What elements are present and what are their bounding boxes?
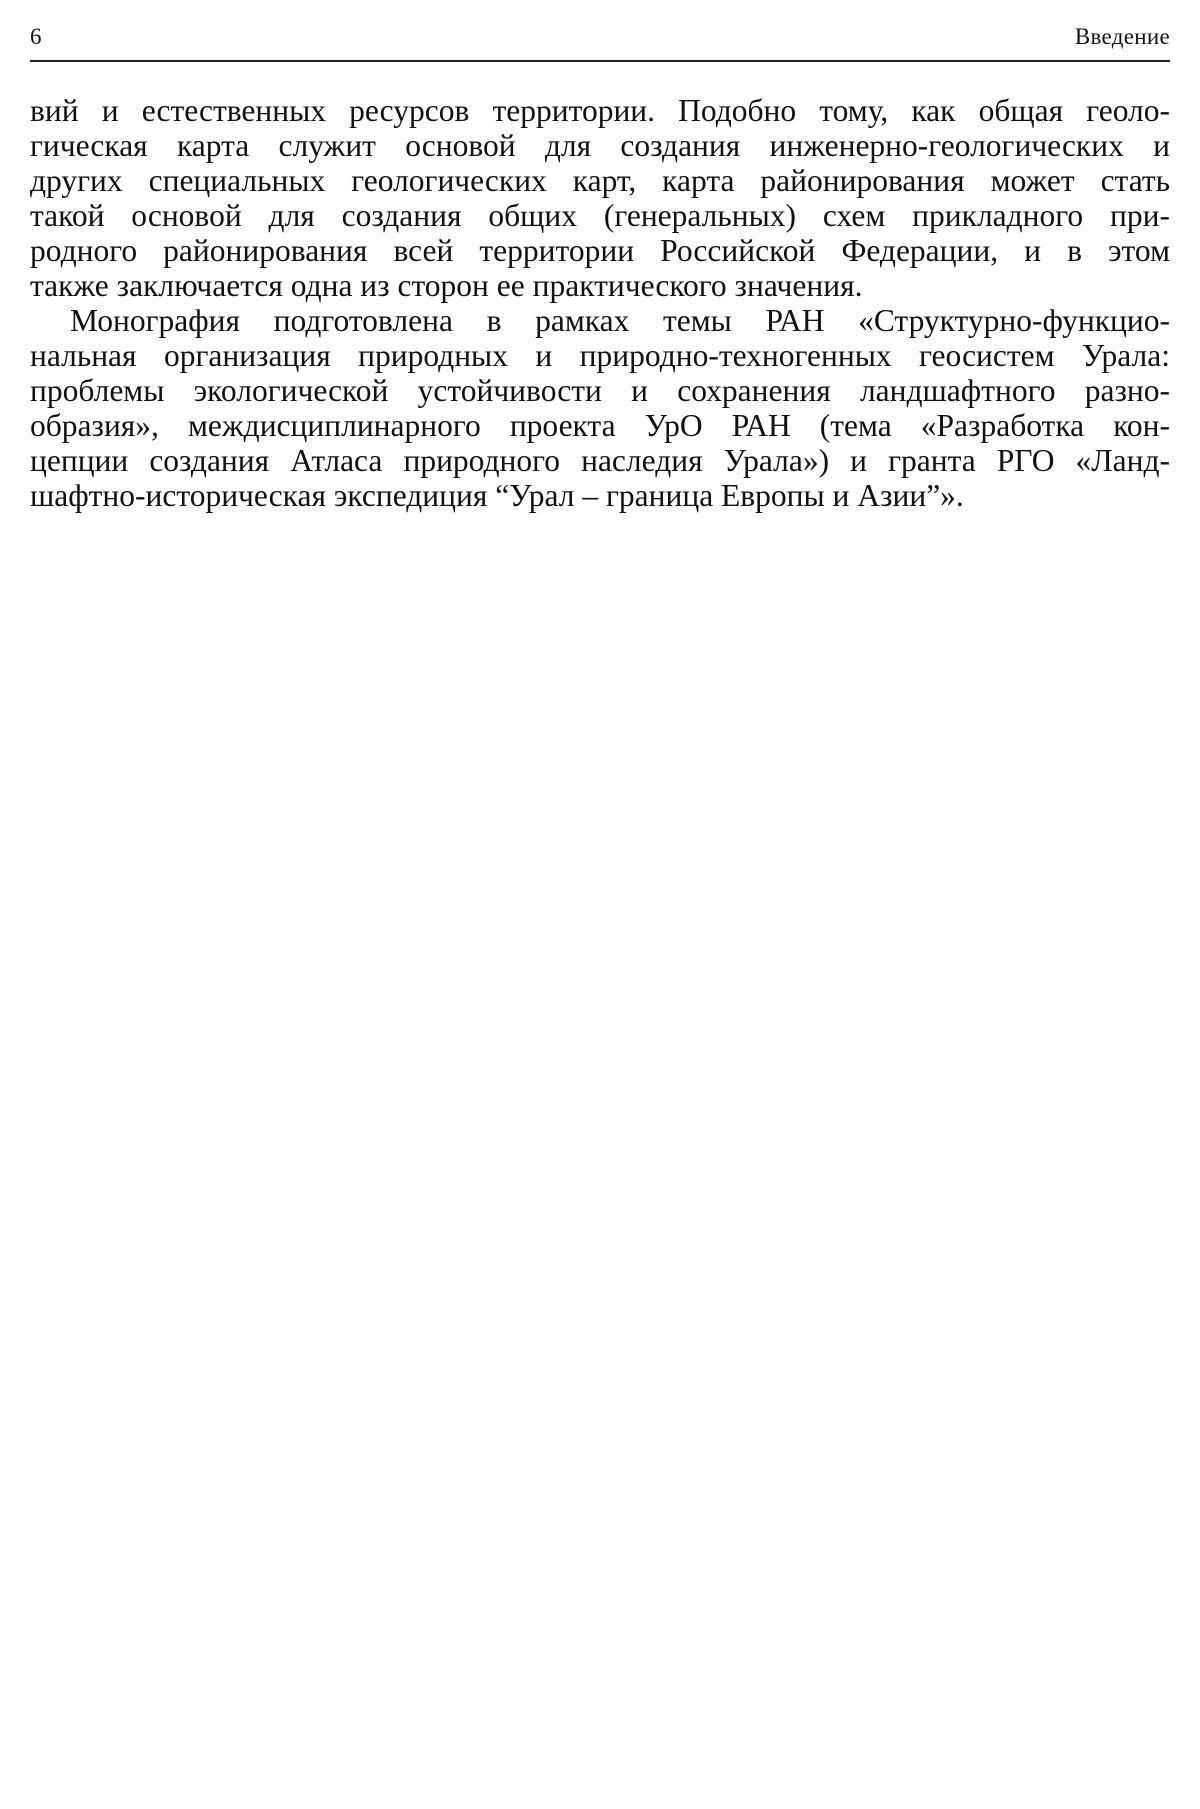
running-head (30, 22, 1170, 52)
header-rule (30, 60, 1170, 62)
page-number: 6 (30, 24, 42, 49)
text-line: образия», междисциплинарного проекта УрО РАН (тема «Разработка кон- (30, 408, 1170, 443)
text-line: нальная организация природных и природно-техногенных геосистем Урала: (30, 338, 1170, 373)
section-title: Введение (1074, 24, 1170, 49)
text-line: такой основой для создания общих (генеральных) схем прикладного при- (30, 198, 1170, 233)
text-line: проблемы экологической устойчивости и сохранения ландшафтного разно- (30, 373, 1170, 408)
text-line: родного районирования всей территории Российской Федерации, и в этом (30, 233, 1170, 268)
text-line: шафтно-историческая экспедиция “Урал – граница Европы и Азии”». (30, 478, 964, 513)
text-line: вий и естественных ресурсов территории. Подобно тому, как общая геоло- (30, 93, 1170, 128)
text-line: также заключается одна из сторон ее практического значения. (30, 268, 863, 303)
text-line: других специальных геологических карт, карта районирования может стать (30, 163, 1170, 198)
body-text (30, 93, 1170, 513)
paragraph-2 (30, 303, 1170, 513)
text-line: Монография подготовлена в рамках темы РАН «Структурно-функцио- (70, 303, 1170, 338)
text-line: цепции создания Атласа природного наследия Урала») и гранта РГО «Ланд- (30, 443, 1170, 478)
text-line: гическая карта служит основой для создания инженерно-геологических и (30, 128, 1170, 163)
paragraph-1 (30, 93, 1170, 303)
